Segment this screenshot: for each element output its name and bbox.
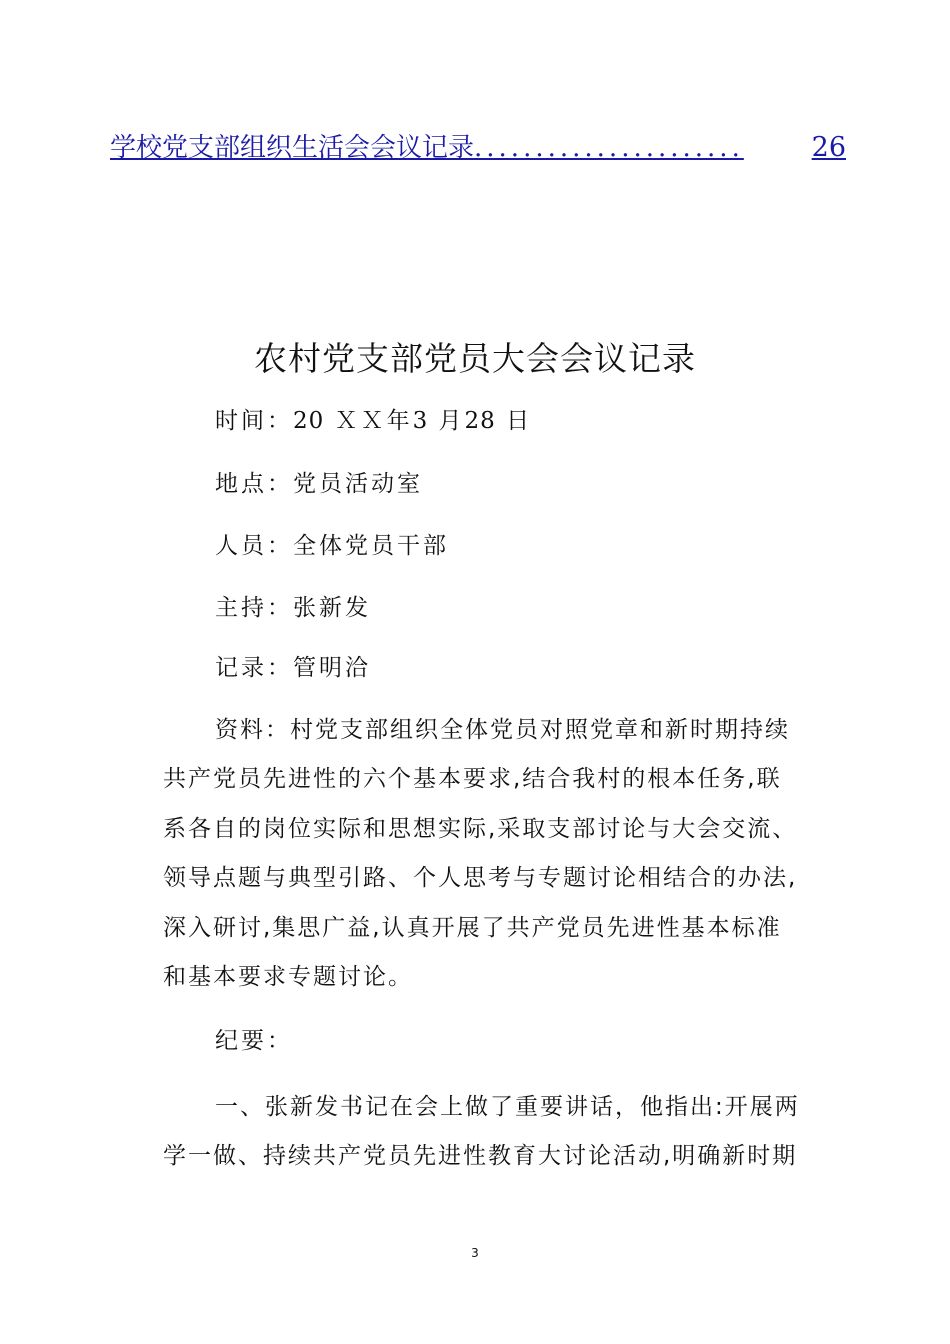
material-line: 领导点题与典型引路、个人思考与专题讨论相结合的办法, <box>163 865 798 892</box>
document-title: 农村党支部党员大会会议记录 <box>254 339 696 378</box>
meeting-day: 28 <box>464 408 496 434</box>
toc-entry-link[interactable] <box>110 128 846 168</box>
toc-entry-title: 学校党支部组织生活会会议记录 <box>110 133 475 163</box>
point-one-line: 一、张新发书记在会上做了重要讲话，他指出:开展两 <box>215 1094 800 1120</box>
meeting-time <box>215 405 532 437</box>
meeting-recorder: 记录：管明洽 <box>215 655 371 681</box>
meeting-year-suffix: ＸＸ年 <box>334 408 413 434</box>
meeting-time-label: 时间： <box>215 408 293 434</box>
material-line: 资料：村党支部组织全体党员对照党章和新时期持续 <box>215 717 790 743</box>
material-line: 和基本要求专题讨论。 <box>163 964 413 991</box>
toc-leader-dots: ...................... <box>474 133 744 163</box>
material-paragraph <box>163 706 813 1002</box>
material-line: 系各自的岗位实际和思想实际,采取支部讨论与大会交流、 <box>163 815 798 842</box>
meeting-month-unit: 月 <box>438 408 465 434</box>
point-one-line: 学一做、持续共产党员先进性教育大讨论活动,明确新时期 <box>163 1143 798 1170</box>
meeting-day-unit: 日 <box>506 408 533 434</box>
material-line: 深入研讨,集思广益,认真开展了共产党员先进性基本标准 <box>163 914 782 941</box>
meeting-host: 主持：张新发 <box>215 595 371 621</box>
meeting-month: 3 <box>412 408 429 434</box>
meeting-year-prefix: 20 <box>293 408 325 434</box>
material-line: 共产党员先进性的六个基本要求,结合我村的根本任务,联 <box>163 766 782 793</box>
toc-page-number: 26 <box>811 132 846 163</box>
page-number: 3 <box>471 1246 479 1260</box>
point-one-paragraph <box>163 1083 813 1182</box>
summary-heading: 纪要： <box>215 1028 293 1054</box>
meeting-attendees: 人员：全体党员干部 <box>215 533 449 559</box>
meeting-place: 地点：党员活动室 <box>215 471 423 497</box>
